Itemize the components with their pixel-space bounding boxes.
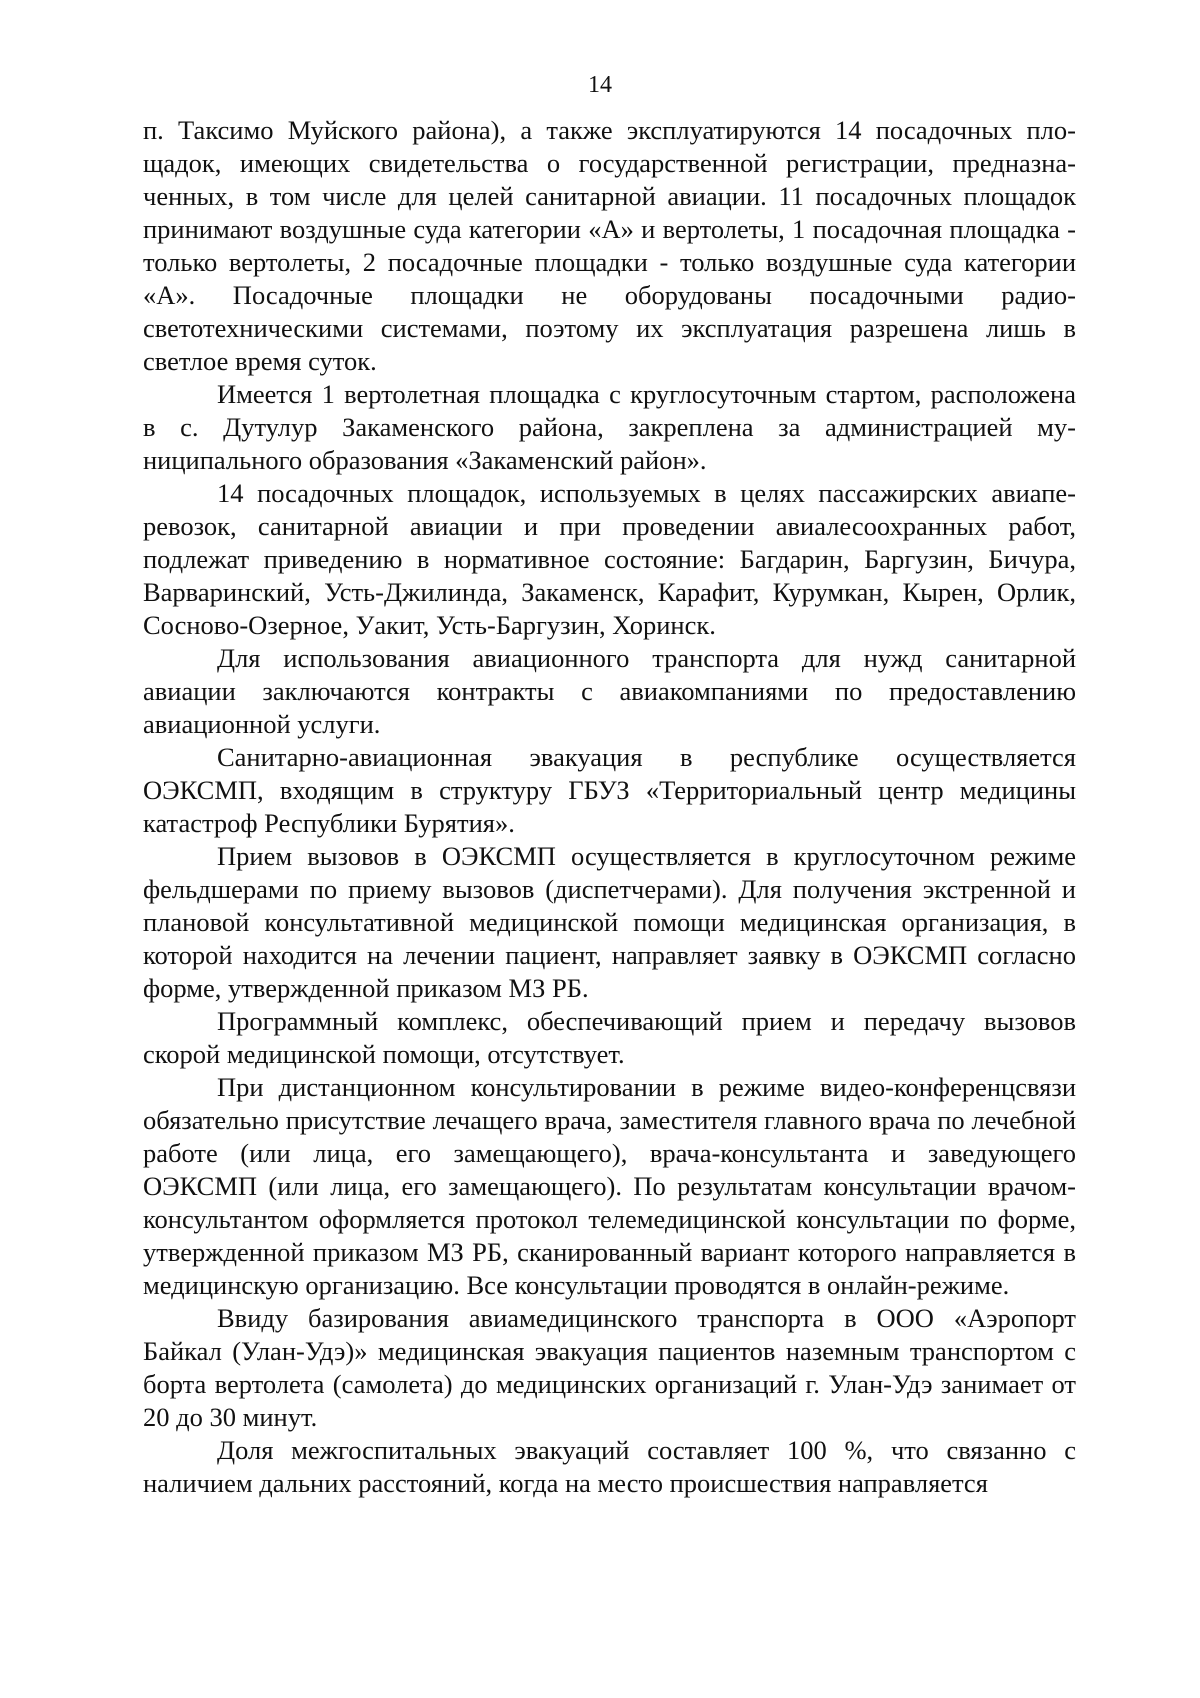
page-number: 14 — [588, 72, 612, 98]
paragraph-contracts: Для использования авиационного транспорта для нужд санитарной авиации заключаются контракты с авиакомпаниями по предоставлению авиационной услуги. — [143, 643, 1076, 739]
paragraph-helipad: Имеется 1 вертолетная площадка с круглосуточным стартом, расположена в с. Дутулур Закаменского района, закреплена за администрацией муниципального образования «Закаменский район». — [143, 379, 1076, 475]
paragraph-interhospital-share: Доля межгоспитальных эвакуаций составляет 100 %, что связанно с наличием дальних расстояний, когда на место происшествия направляется — [143, 1435, 1076, 1498]
paragraph-ground-transport: Ввиду базирования авиамедицинского транспорта в ООО «Аэропорт Байкал (Улан-Удэ)» медицинская эвакуация пациентов наземным транспортом с борта вертолета (самолета) до медицинских организаций г. Улан-Удэ занимает от 20 до 30 минут. — [143, 1303, 1076, 1432]
paragraph-call-reception: Прием вызовов в ОЭКСМП осуществляется в круглосуточном режиме фельдшерами по приему вызовов (диспетчерами). Для получения экстренной и плановой консультативной медицинской помощи медицинская организация, в которой находится на лечении пациент, направляет заявку в ОЭКСМП согласно форме, утвержденной приказом МЗ РБ. — [143, 841, 1076, 1003]
paragraph-landing-sites: п. Таксимо Муйского района), а также эксплуатируются 14 посадочных площадок, имеющих свидетельства о государственной регистрации, предназначенных, в том числе для целей санитарной авиации. 11 посадочных площадок принимают воздушные суда категории «А» и вертолеты, 1 посадочная площадка - только вертолеты, 2 посадочные площадки - только воздушные суда категории «А». Посадочные площадки не оборудованы посадочными радиосветотехническими системами, поэтому их эксплуатация разрешена лишь в светлое время суток. — [143, 115, 1076, 376]
paragraph-sites-to-upgrade: 14 посадочных площадок, используемых в целях пассажирских авиаперевозок, санитарной авиации и при проведении авиалесоохранных работ, подлежат приведению в нормативное состояние: Багдарин, Баргузин, Бичура, Варваринский, Усть-Джилинда, Закаменск, Карафит, Курумкан, Кырен, Орлик, Сосново-Озерное, Уакит, Усть-Баргузин, Хоринск. — [143, 478, 1076, 640]
paragraph-evacuation-service: Санитарно-авиационная эвакуация в республике осуществляется ОЭКСМП, входящим в структуру ГБУЗ «Территориальный центр медицины катастроф Республики Бурятия». — [143, 742, 1076, 838]
paragraph-remote-consulting: При дистанционном консультировании в режиме видео-конференцсвязи обязательно присутствие лечащего врача, заместителя главного врача по лечебной работе (или лица, его замещающего), врача-консультанта и заведующего ОЭКСМП (или лица, его замещающего). По результатам консультации врачом-консультантом оформляется протокол телемедицинской консультации по форме, утвержденной приказом МЗ РБ, сканированный вариант которого направляется в медицинскую организацию. Все консультации проводятся в онлайн-режиме. — [143, 1072, 1076, 1300]
document-body — [143, 114, 1076, 1500]
paragraph-software: Программный комплекс, обеспечивающий прием и передачу вызовов скорой медицинской помощи, отсутствует. — [143, 1006, 1076, 1069]
